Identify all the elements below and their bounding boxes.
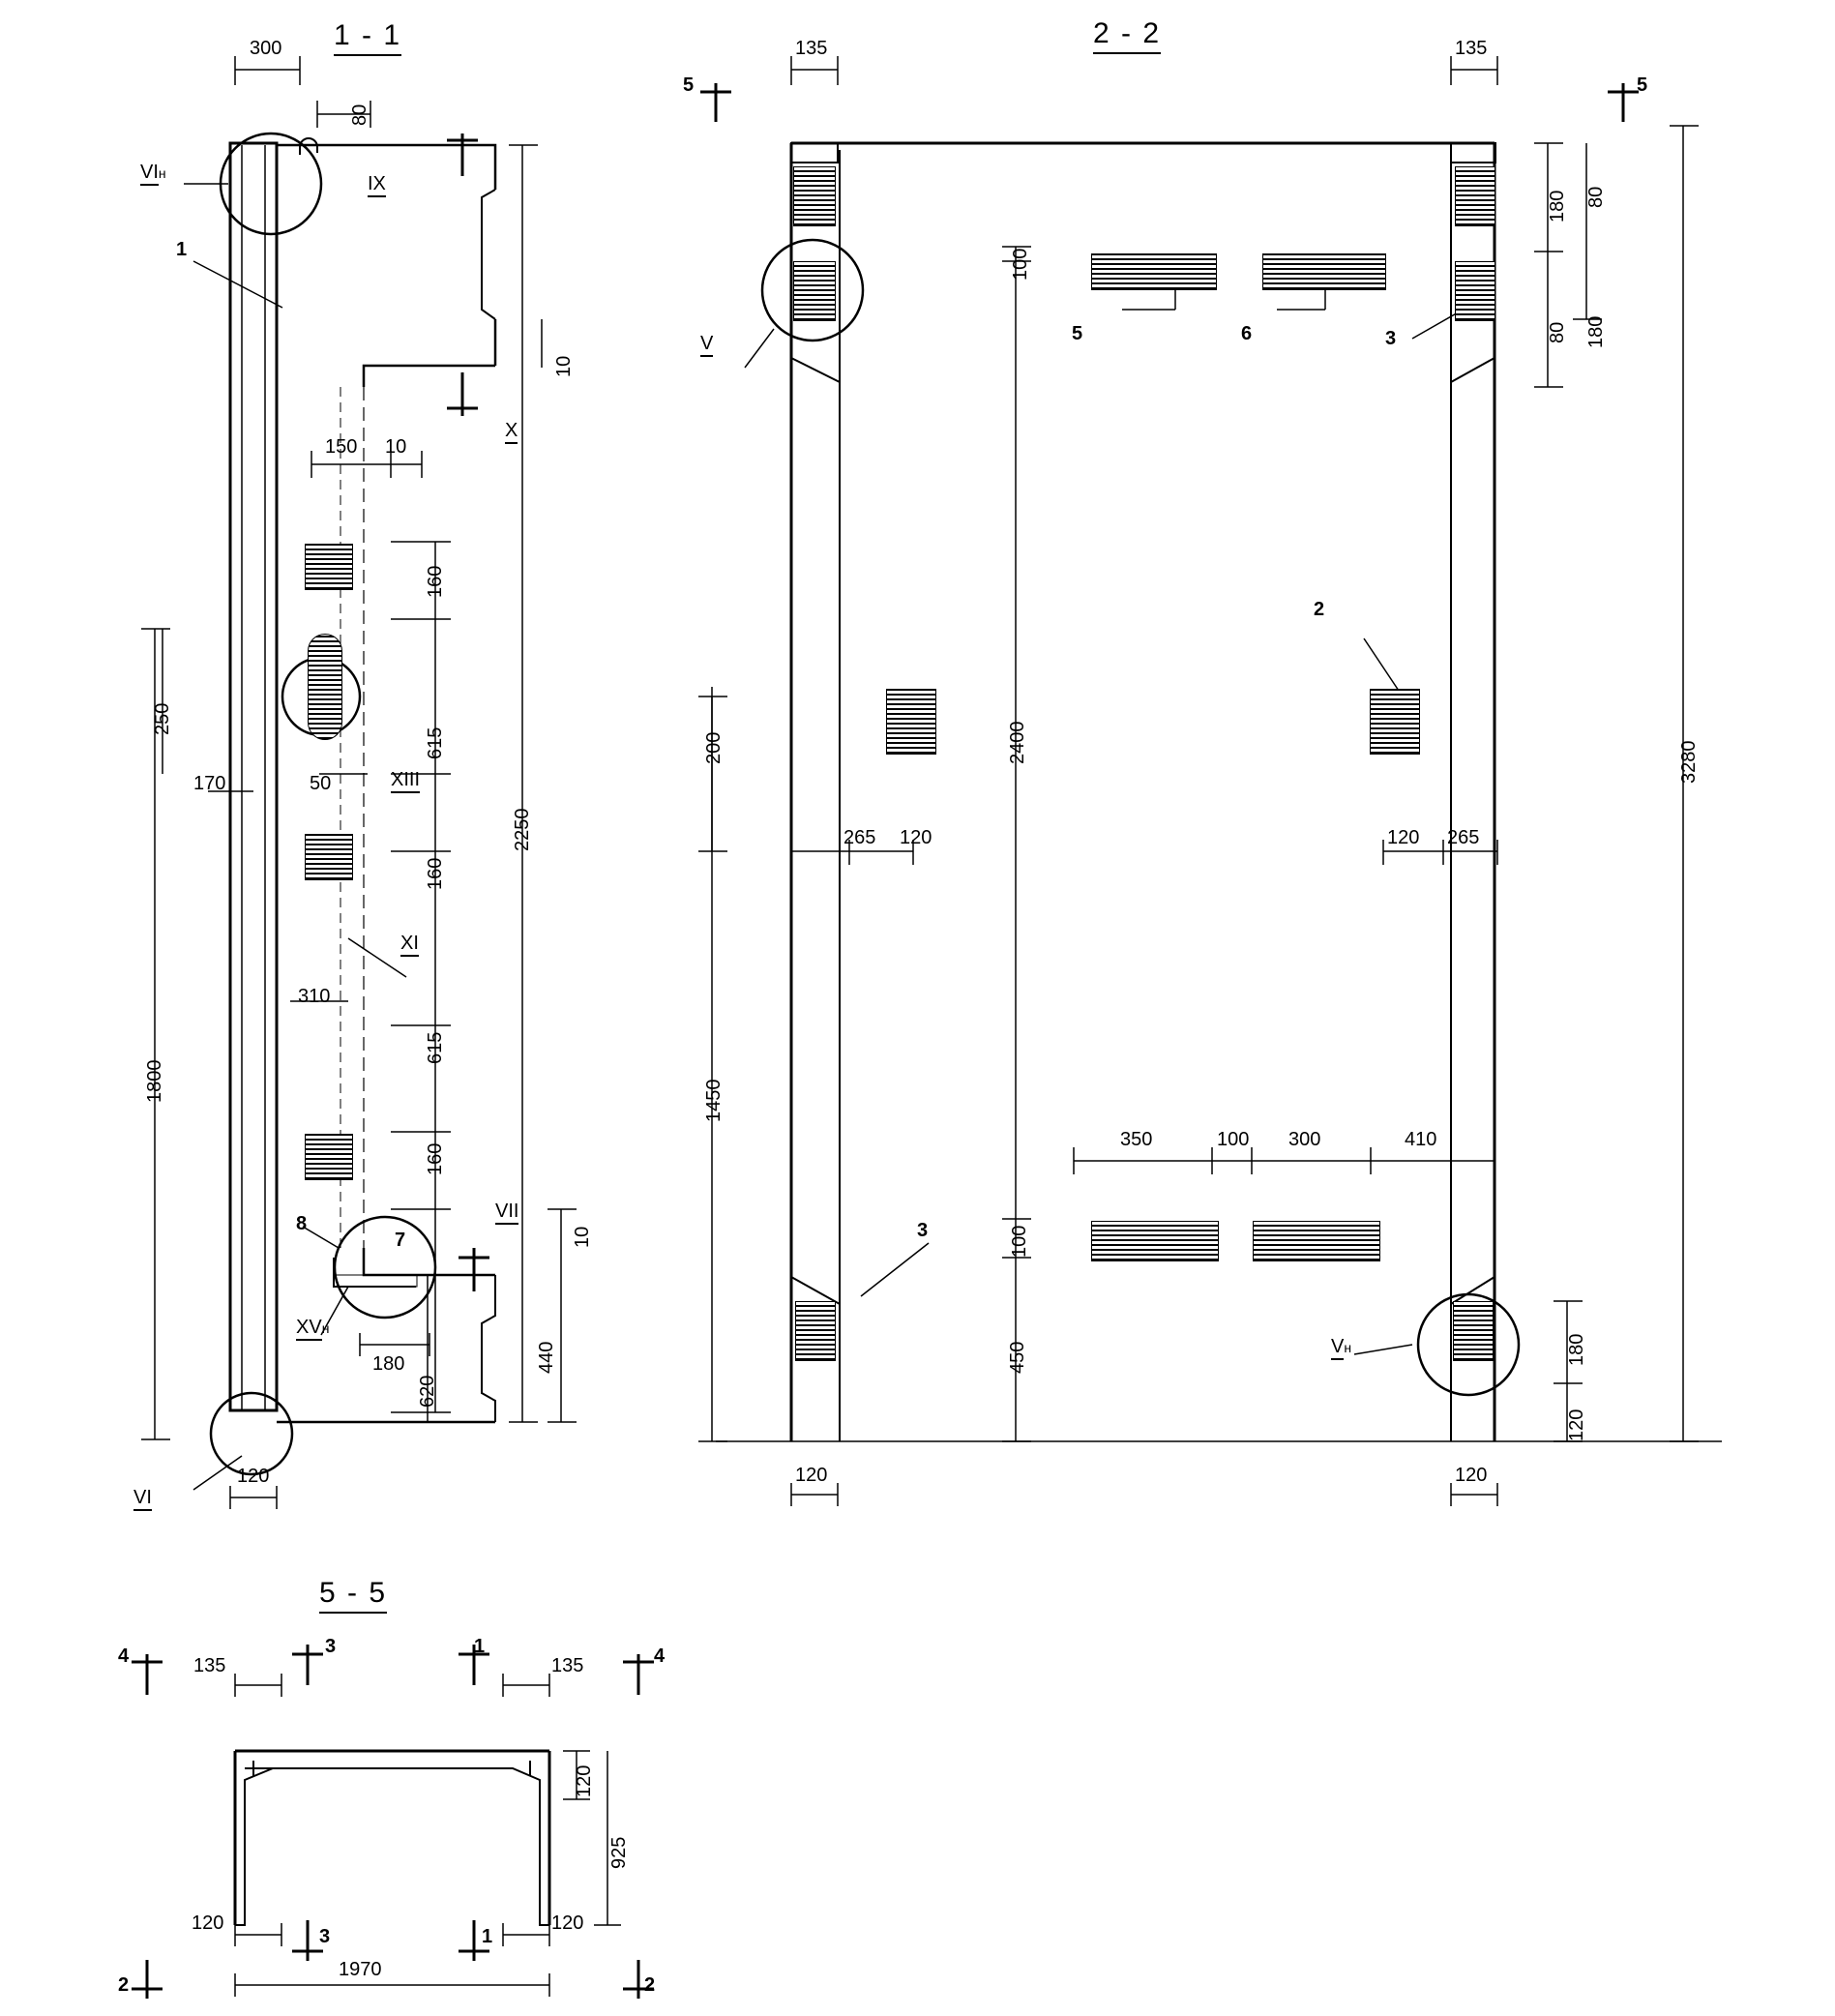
embed-plate <box>1455 166 1495 226</box>
dim-120-left: 120 <box>900 827 932 848</box>
dim-450: 450 <box>1007 1341 1028 1374</box>
dim-120-top-5: 120 <box>574 1764 595 1797</box>
dim-10-b: 10 <box>385 436 407 458</box>
dim-2250: 2250 <box>512 808 533 851</box>
dim-120-bottom: 120 <box>1566 1408 1587 1441</box>
mark-VI: VI <box>133 1488 152 1507</box>
mark-3-bottom: 3 <box>319 1926 331 1947</box>
dim-440: 440 <box>536 1341 557 1374</box>
callout-8: 8 <box>296 1213 308 1234</box>
dim-135-5-left: 135 <box>193 1655 226 1676</box>
dim-1450: 1450 <box>703 1079 725 1122</box>
section-5-5-title: 5 - 5 <box>319 1577 387 1610</box>
dim-100-top: 100 <box>1010 248 1031 281</box>
mark-4-right: 4 <box>654 1645 666 1667</box>
dim-265-right: 265 <box>1447 827 1480 848</box>
section-2-2-title: 2 - 2 <box>1093 17 1161 50</box>
mark-Vn: Vн <box>1331 1337 1351 1356</box>
mark-2-left: 2 <box>118 1974 130 1996</box>
section-1-1-title: 1 - 1 <box>334 19 401 52</box>
mark-1-top: 1 <box>474 1636 486 1657</box>
mark-XVn: XVн <box>296 1318 329 1337</box>
dim-50: 50 <box>310 773 332 794</box>
dim-120-foot-left: 120 <box>795 1465 828 1486</box>
dim-135-5-right: 135 <box>551 1655 584 1676</box>
mark-3-top: 3 <box>325 1636 337 1657</box>
dim-300: 300 <box>250 38 282 59</box>
embed-plate <box>795 1301 836 1361</box>
embed-plate <box>1370 689 1420 755</box>
dim-180-b: 180 <box>1585 315 1607 348</box>
dim-180-bottom: 180 <box>1566 1333 1587 1366</box>
embed-plate <box>1262 253 1386 290</box>
embed-plate <box>308 634 342 740</box>
dim-250: 250 <box>152 702 173 735</box>
embed-plate <box>1455 261 1495 321</box>
mark-IX: IX <box>368 174 386 193</box>
mark-4-left: 4 <box>118 1645 130 1667</box>
dim-160-c: 160 <box>425 1142 446 1175</box>
embed-plate <box>305 544 353 590</box>
mark-VIn: VIн <box>140 163 166 182</box>
dim-615-a: 615 <box>425 726 446 759</box>
dim-925: 925 <box>608 1836 630 1869</box>
dim-2400: 2400 <box>1007 721 1028 764</box>
dim-120-bl: 120 <box>192 1912 224 1934</box>
dim-160-a: 160 <box>425 565 446 598</box>
mark-XIII: XIII <box>391 770 420 789</box>
embed-plate <box>793 166 836 226</box>
dim-10-a: 10 <box>553 355 575 377</box>
callout-3-top: 3 <box>1385 328 1397 349</box>
dim-310: 310 <box>298 986 331 1007</box>
callout-6: 6 <box>1241 323 1253 344</box>
mark-5-left: 5 <box>683 74 695 96</box>
embed-plate <box>305 834 353 880</box>
dim-410: 410 <box>1405 1129 1437 1150</box>
dim-100-mid: 100 <box>1217 1129 1250 1150</box>
callout-1: 1 <box>176 239 188 260</box>
embed-plate <box>1253 1221 1380 1261</box>
dim-350: 350 <box>1120 1129 1153 1150</box>
dim-120-bottom: 120 <box>237 1466 270 1487</box>
dim-1800: 1800 <box>144 1059 165 1103</box>
embed-plate <box>1091 253 1217 290</box>
dim-80-a: 80 <box>1585 186 1607 208</box>
callout-5: 5 <box>1072 323 1083 344</box>
dim-135-left: 135 <box>795 38 828 59</box>
dim-120-foot-right: 120 <box>1455 1465 1488 1486</box>
dim-120-br: 120 <box>551 1912 584 1934</box>
dim-150: 150 <box>325 436 358 458</box>
dim-10-c: 10 <box>572 1226 593 1248</box>
mark-1-bottom: 1 <box>482 1926 493 1947</box>
dim-180-a: 180 <box>1547 190 1568 222</box>
dim-200: 200 <box>703 731 725 764</box>
dim-160-b: 160 <box>425 857 446 890</box>
embed-plate <box>793 261 836 321</box>
dim-80-b: 80 <box>1547 321 1568 343</box>
dim-3280: 3280 <box>1678 740 1700 784</box>
dim-80: 80 <box>349 104 370 126</box>
callout-7: 7 <box>395 1230 406 1251</box>
embed-plate <box>1091 1221 1219 1261</box>
mark-VII: VII <box>495 1201 518 1221</box>
dim-620: 620 <box>417 1375 438 1408</box>
callout-2: 2 <box>1314 599 1325 620</box>
callout-3-left: 3 <box>917 1220 929 1241</box>
dim-180: 180 <box>372 1353 405 1375</box>
mark-5-right: 5 <box>1637 74 1648 96</box>
dim-100-bottom: 100 <box>1009 1225 1030 1258</box>
embed-plate <box>305 1134 353 1180</box>
dim-1970: 1970 <box>339 1959 382 1980</box>
mark-X: X <box>505 421 518 440</box>
embed-plate <box>1453 1301 1494 1361</box>
embed-plate <box>886 689 936 755</box>
dim-120-right: 120 <box>1387 827 1420 848</box>
dim-135-right: 135 <box>1455 38 1488 59</box>
dim-615-b: 615 <box>425 1031 446 1064</box>
mark-2-right: 2 <box>644 1974 656 1996</box>
dim-265-left: 265 <box>844 827 876 848</box>
dim-300-2: 300 <box>1288 1129 1321 1150</box>
dim-170: 170 <box>193 773 226 794</box>
mark-V: V <box>700 334 713 353</box>
mark-XI: XI <box>400 934 419 953</box>
